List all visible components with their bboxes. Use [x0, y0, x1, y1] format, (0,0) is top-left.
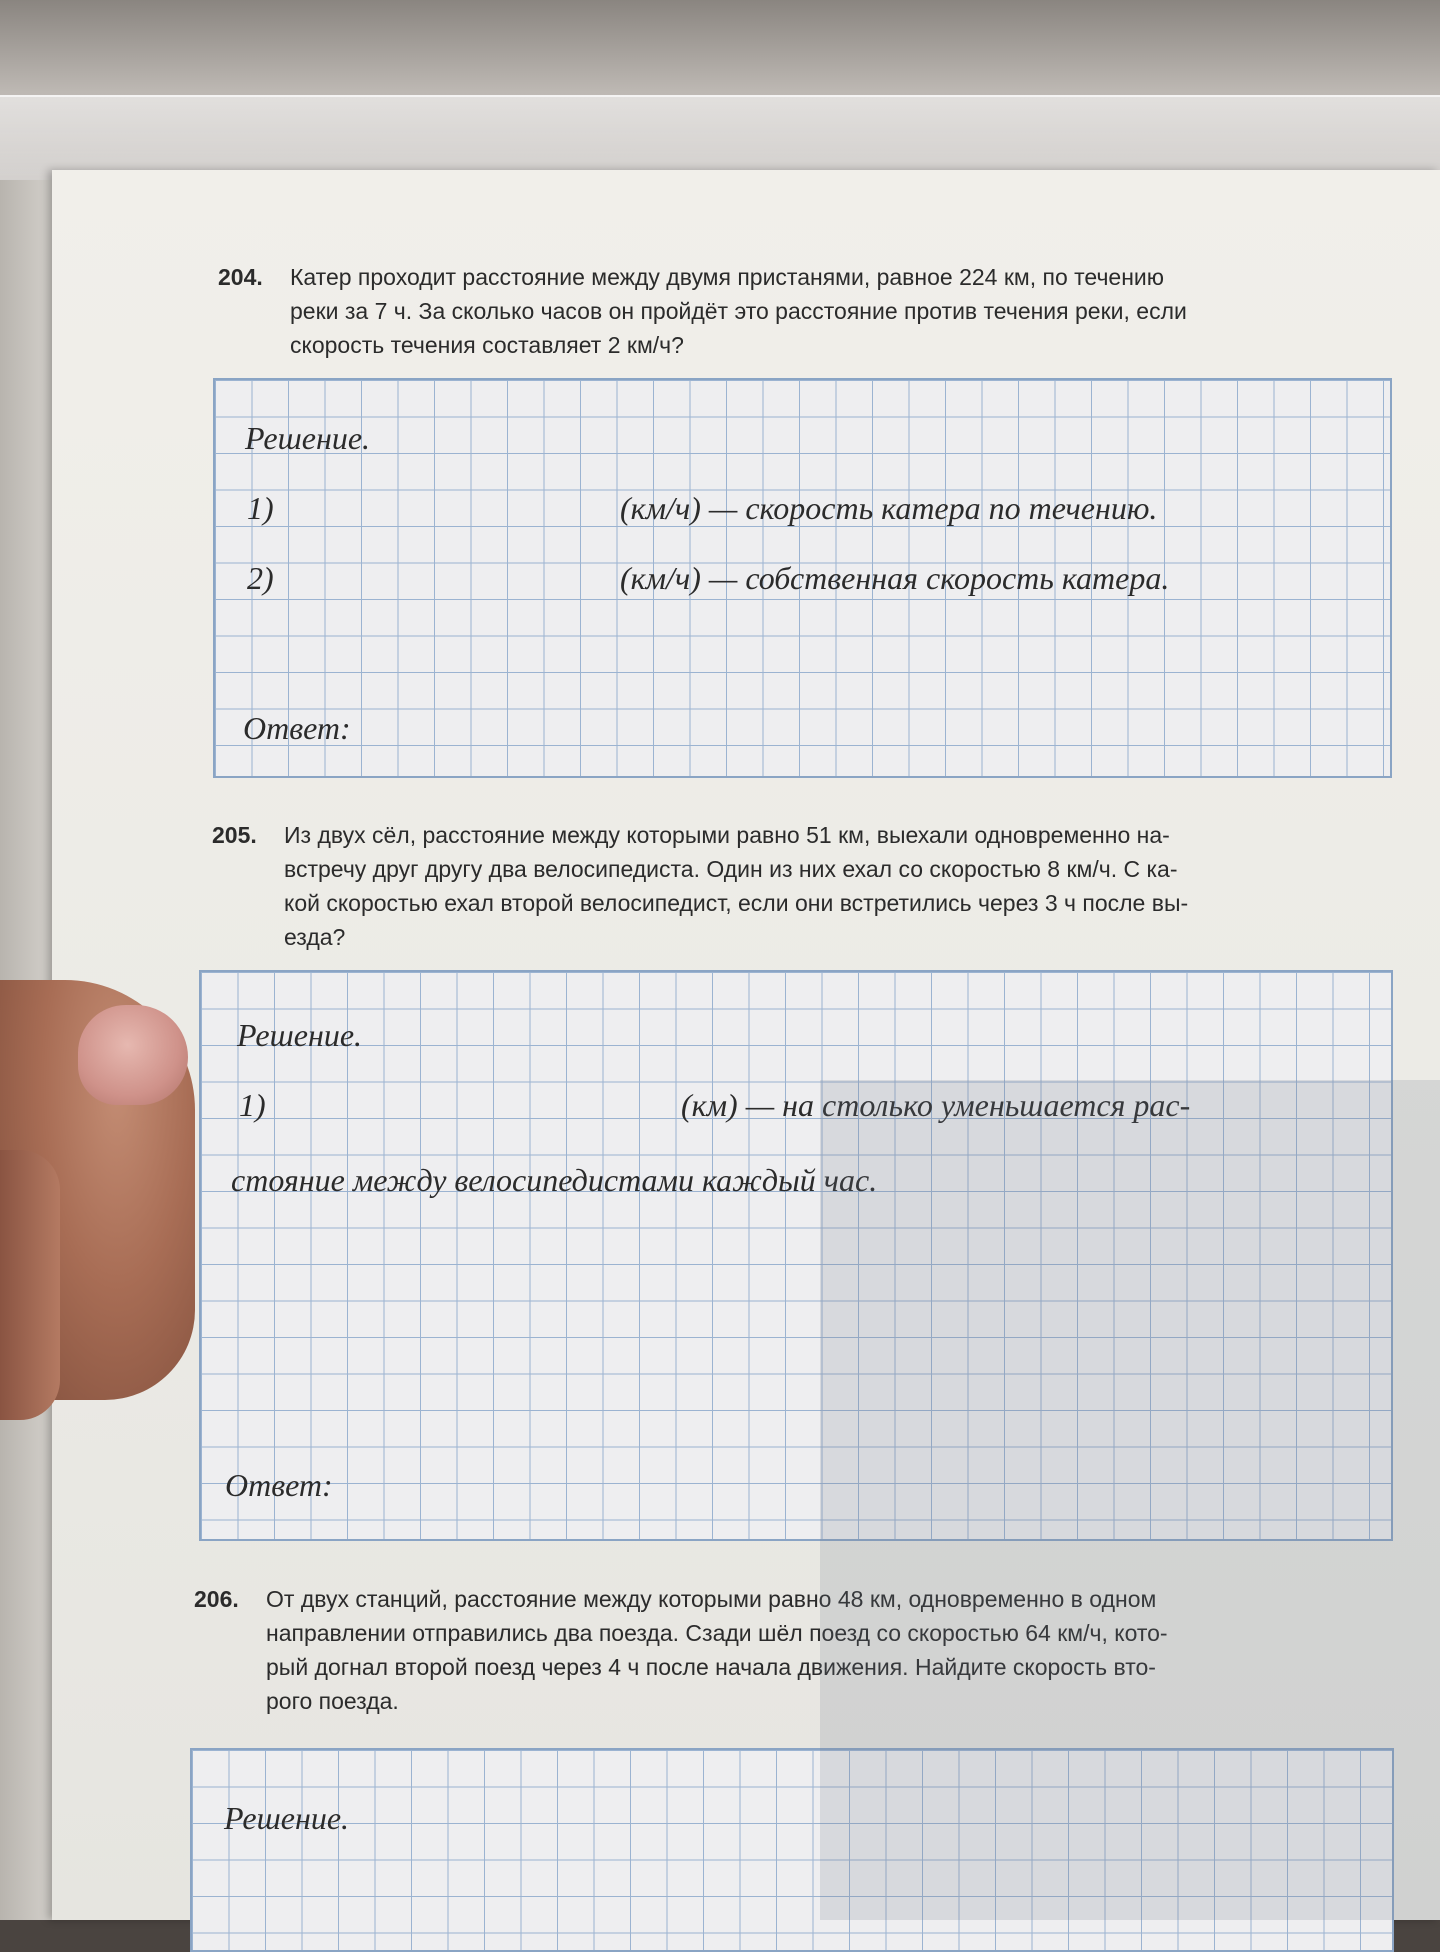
problem-number: 205.	[212, 822, 257, 848]
problem-text-line: кой скоростью ехал второй велосипедист, если они встретились через 3 ч после вы-	[284, 890, 1189, 916]
finger	[0, 1150, 60, 1420]
problem-text-line: езда?	[284, 924, 346, 950]
problem-text-line: рого поезда.	[266, 1688, 399, 1714]
solution-label: Решение.	[245, 420, 371, 456]
problem-text-line: рый догнал второй поезд через 4 ч после начала движения. Найдите скорость вто-	[266, 1654, 1156, 1680]
problem-number: 204.	[218, 264, 263, 290]
problem-text-line: Катер проходит расстояние между двумя пристанями, равное 224 км, по течению	[290, 264, 1165, 290]
problem-205	[212, 818, 1188, 954]
problem-text-line: скорость течения составляет 2 км/ч?	[290, 332, 684, 358]
thumbnail-nail	[78, 1005, 188, 1105]
problem-text-line: встречу друг другу два велосипедиста. Один из них ехал со скоростью 8 км/ч. С ка-	[284, 856, 1178, 882]
problem-number: 206.	[194, 1586, 239, 1612]
step-text: (км/ч) — собственная скорость катера.	[620, 560, 1170, 596]
problem-text-line: реки за 7 ч. За сколько часов он пройдёт это расстояние против течения реки, если	[290, 298, 1187, 324]
answer-label: Ответ:	[225, 1467, 333, 1503]
step-index: 2)	[247, 560, 274, 596]
problem-204	[218, 260, 1187, 362]
problem-text-line: От двух станций, расстояние между которыми равно 48 км, одновременно в одном	[266, 1586, 1157, 1612]
step-index: 1)	[247, 490, 274, 526]
step-text: (км) — на столько уменьшается рас-	[681, 1087, 1191, 1123]
solution-label: Решение.	[224, 1800, 350, 1836]
answer-grid-204[interactable]	[213, 378, 1392, 778]
step-text: (км/ч) — скорость катера по течению.	[620, 490, 1158, 526]
step-index: 1)	[239, 1087, 266, 1123]
problem-text-line: Из двух сёл, расстояние между которыми равно 51 км, выехали одновременно на-	[284, 822, 1170, 848]
shadow-overlay	[820, 1080, 1440, 1920]
answer-label: Ответ:	[243, 710, 351, 746]
step-text-continued: стояние между велосипедистами каждый час.	[231, 1162, 878, 1198]
problem-text-line: направлении отправились два поезда. Сзади шёл поезд со скоростью 64 км/ч, кото-	[266, 1620, 1168, 1646]
solution-label: Решение.	[237, 1017, 363, 1053]
